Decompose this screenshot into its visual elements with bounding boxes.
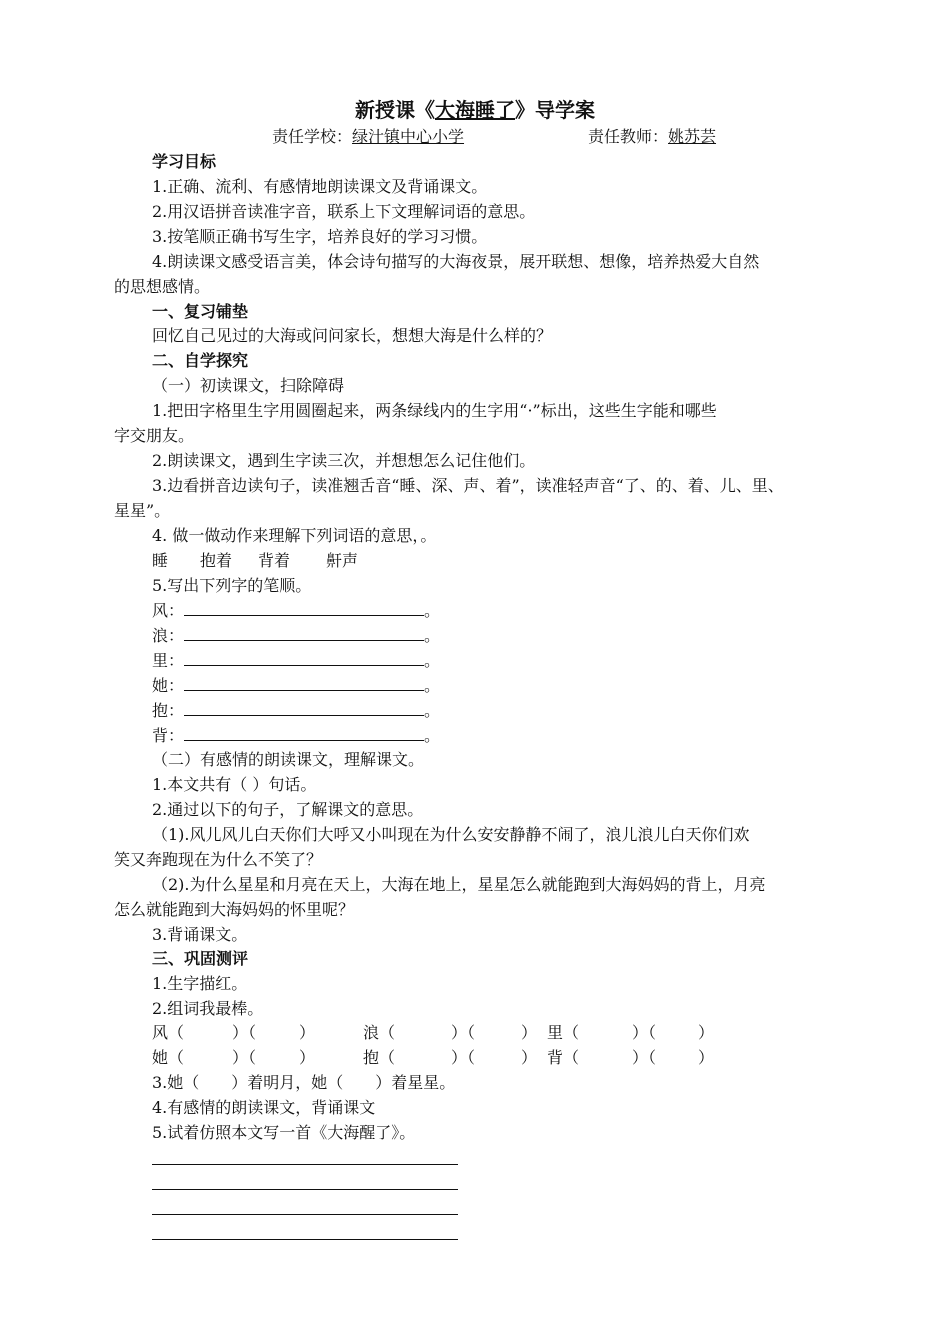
part-1-heading: （一）初读课文，扫除障碍 [152,376,345,395]
goal-4-line-1: 4.朗读课文感受语言美，体会诗句描写的大海夜景，展开联想、想像，培养热爱大自然 [152,252,760,271]
writing-line[interactable] [152,1164,458,1165]
item-3-line-1: 3.边看拼音边读句子，读准翘舌音“睡、深、声、着”，读准轻声音“了、的、着、儿、里、 [152,476,784,495]
question-2-2-line-1: （2).为什么星星和月亮在天上，大海在地上，星星怎么就能跑到大海妈妈的背上，月亮 [152,875,766,894]
vocab-words [152,549,358,573]
title-prefix: 新授课《 [355,98,435,122]
stroke-row [152,724,440,748]
part-2-heading: （二）有感情的朗读课文，理解课文。 [152,750,425,769]
word-slot: ） [698,1023,715,1042]
stroke-row [152,699,440,723]
period: 。 [424,701,441,720]
task-1: 1.生字描红。 [152,974,248,993]
word-slot[interactable]: ）（ [632,1023,657,1042]
word-building-row-1 [152,1021,714,1045]
stroke-answer-blank[interactable] [184,674,424,691]
word-slot[interactable]: 里（ [547,1023,580,1042]
question-1: 1.本文共有（ ）句话。 [152,775,317,794]
teacher-line [588,126,716,148]
item-4: 4. 做一做动作来理解下列词语的意思，。 [152,526,437,545]
item-1-line-2: 字交朋友。 [114,426,195,445]
section-1-text: 回忆自己见过的大海或问问家长，想想大海是什么样的？ [152,326,553,345]
word-slot[interactable]: ）（ [232,1023,257,1042]
period: 。 [424,726,441,745]
vocab-word: 睡 [152,551,169,570]
school-value: 绿汁镇中心小学 [352,127,465,146]
stroke-row [152,624,440,648]
writing-line[interactable] [152,1214,458,1215]
stroke-row [152,649,440,673]
word-slot: ） [698,1048,715,1067]
stroke-char: 抱： [152,701,185,720]
question-3: 3.背诵课文。 [152,925,248,944]
question-2-2-line-2: 怎么就能跑到大海妈妈的怀里呢？ [114,900,355,919]
word-slot[interactable]: 风（ [152,1023,185,1042]
stroke-answer-blank[interactable] [184,649,424,666]
school-line [272,126,464,148]
word-slot: ） [299,1048,316,1067]
word-slot[interactable]: ）（ [632,1048,657,1067]
stroke-char: 浪： [152,626,185,645]
writing-line[interactable] [152,1189,458,1190]
word-slot[interactable]: 浪（ [363,1023,396,1042]
teacher-value: 姚苏芸 [668,127,717,146]
stroke-char: 里： [152,651,185,670]
item-3-line-2: 星星”。 [114,501,171,520]
question-2: 2.通过以下的句子，了解课文的意思。 [152,800,424,819]
word-slot[interactable]: ）（ [451,1048,476,1067]
task-3: 3.她（ ）着明月，她（ ）着星星。 [152,1073,456,1092]
goal-1: 1.正确、流利、有感情地朗读课文及背诵课文。 [152,177,488,196]
task-2: 2.组词我最棒。 [152,999,264,1018]
vocab-word: 抱着 [200,551,233,570]
task-4: 4.有感情的朗读课文，背诵课文 [152,1098,376,1117]
section-1-heading: 一、复习铺垫 [152,302,249,321]
teacher-label: 责任教师： [588,127,669,146]
school-label: 责任学校： [272,127,353,146]
word-slot: ） [521,1023,538,1042]
item-2: 2.朗读课文，遇到生字读三次，并想想怎么记住他们。 [152,451,536,470]
period: 。 [424,626,441,645]
period: 。 [424,651,441,670]
vocab-word: 鼾声 [326,551,359,570]
stroke-answer-blank[interactable] [184,624,424,641]
item-1-line-1: 1.把田字格里生字用圆圈起来，两条绿线内的生字用“·”标出，这些生字能和哪些 [152,401,717,420]
task-5: 5.试着仿照本文写一首《大海醒了》。 [152,1123,416,1142]
word-slot[interactable]: ）（ [451,1023,476,1042]
section-3-heading: 三、巩固测评 [152,949,249,968]
goal-3: 3.按笔顺正确书写生字，培养良好的学习习惯。 [152,227,488,246]
period: 。 [424,601,441,620]
stroke-char: 背： [152,726,185,745]
question-2-1-line-1: （1).风儿风儿白天你们大呼又小叫现在为什么安安静静不闹了，浪儿浪儿白天你们欢 [152,825,750,844]
stroke-char: 风： [152,601,185,620]
writing-line[interactable] [152,1239,458,1240]
stroke-row [152,599,440,623]
stroke-answer-blank[interactable] [184,699,424,716]
stroke-row [152,674,440,698]
goals-heading: 学习目标 [152,152,217,171]
goal-2: 2.用汉语拼音读准字音，联系上下文理解词语的意思。 [152,202,536,221]
stroke-answer-blank[interactable] [184,599,424,616]
period: 。 [424,676,441,695]
vocab-word: 背着 [258,551,291,570]
item-5: 5.写出下列字的笔顺。 [152,576,312,595]
stroke-answer-blank[interactable] [184,724,424,741]
word-building-row-2 [152,1046,714,1070]
question-2-1-line-2: 笑又奔跑现在为什么不笑了？ [114,850,323,869]
goal-4-line-2: 的思想感情。 [114,277,211,296]
word-slot[interactable]: 抱（ [363,1048,396,1067]
word-slot[interactable]: ）（ [232,1048,257,1067]
word-slot[interactable]: 背（ [547,1048,580,1067]
word-slot: ） [299,1023,316,1042]
stroke-char: 她： [152,676,185,695]
title-lesson-name: 大海睡了 [435,98,515,122]
title-suffix: 》导学案 [515,98,595,122]
word-slot[interactable]: 她（ [152,1048,185,1067]
word-slot: ） [521,1048,538,1067]
page-title [0,96,950,124]
section-2-heading: 二、自学探究 [152,351,249,370]
